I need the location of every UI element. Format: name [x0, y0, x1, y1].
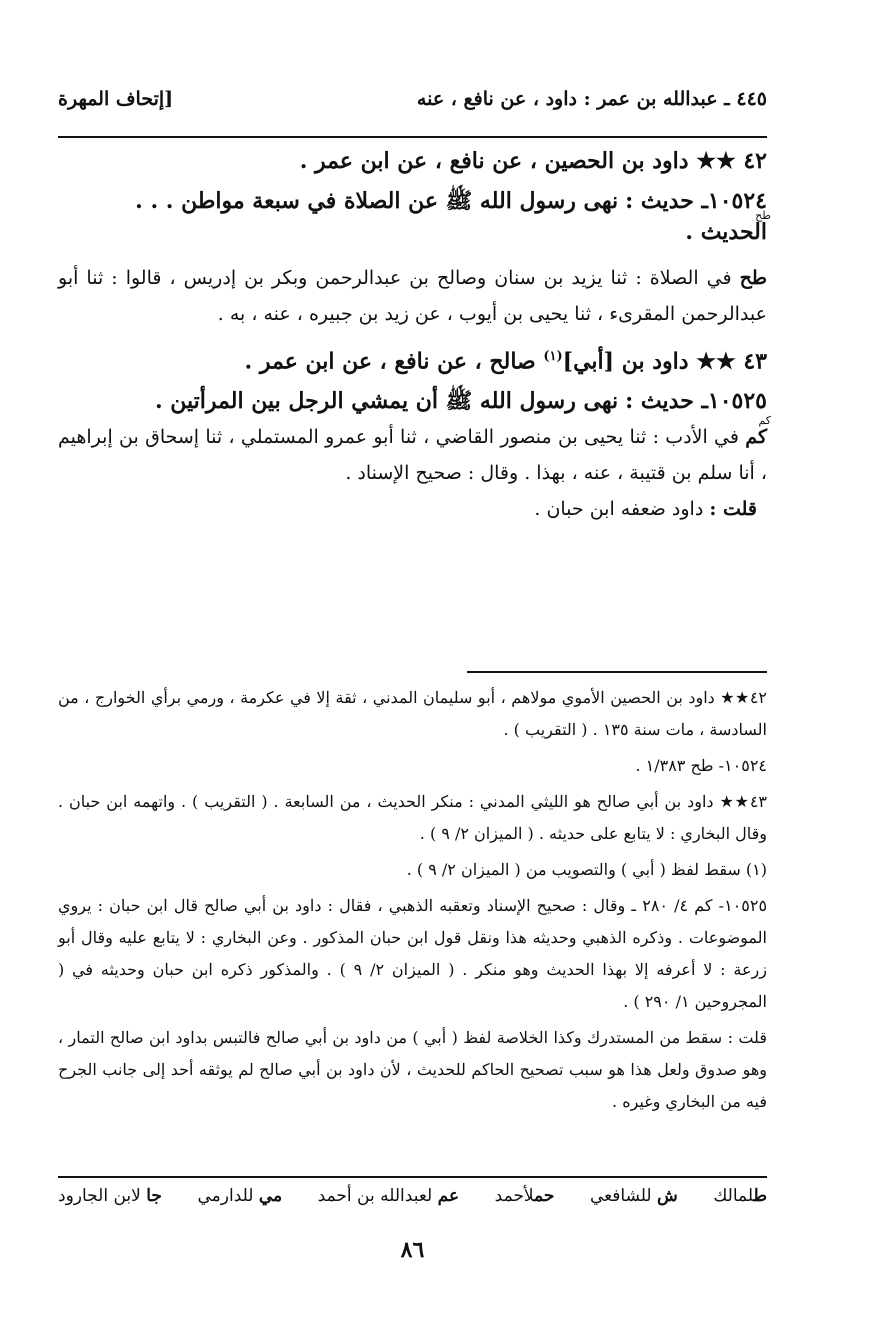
footnote: (١) سقط لفظ ( أبي ) والتصويب من ( الميزان ٢/ ٩ ) .: [406, 860, 767, 879]
abbreviation-name: لعبدالله بن أحمد: [317, 1186, 433, 1206]
entry-heading-pre: ٤٣ ★★ داود بن [أبي]: [562, 348, 767, 375]
source-code: كم: [745, 426, 767, 449]
abbreviation-item: [495, 1186, 555, 1206]
author-note: [58, 491, 767, 527]
entry-heading-post: صالح ، عن نافع ، عن ابن عمر .: [244, 348, 544, 375]
hadith-entry: [58, 386, 767, 417]
footnote: ٤٢★★ داود بن الحصين الأموي مولاهم ، أبو سليمان المدني ، ثقة إلا في عكرمة ، ورمي برأي الخوارج ، من السادسة ، مات سنة ١٣٥ . ( التقريب ) .: [58, 688, 767, 739]
abbreviation-code: عم: [437, 1186, 460, 1206]
abbreviation-name: لمالك: [713, 1186, 754, 1206]
footnote: ١٠٥٢٤- طح ١/٣٨٣ .: [635, 756, 767, 775]
abbreviation-code: جا: [146, 1186, 162, 1206]
hadith-text: نهى رسول الله ﷺ عن الصلاة في سبعة مواطن . . .: [135, 188, 619, 214]
source-code-superscript: كم: [758, 414, 771, 428]
footnote: ٤٣★★ داود بن أبي صالح هو الليثي المدني : منكر الحديث ، من السابعة . ( التقريب ) . واتهمه ابن حبان . وقال البخاري : لا يتابع على حديثه . ( الميزان ٢/ ٩ ) .: [58, 792, 767, 843]
source-code: طح: [739, 267, 768, 289]
abbreviation-code: ش: [657, 1186, 678, 1206]
footnotes: [58, 682, 767, 1122]
hadith-text-continued: الحديث .: [685, 219, 767, 245]
abbreviation-name: لابن الجارود: [58, 1186, 141, 1206]
main-text: [58, 146, 771, 527]
entry-heading: ٤٢ ★★ داود بن الحصين ، عن نافع ، عن ابن عمر .: [299, 148, 767, 174]
footnote-ref: (١): [543, 349, 563, 364]
header-divider: [58, 136, 767, 138]
header-chapter-title: ٤٤٥ ـ عبدالله بن عمر : داود ، عن نافع ، عنه: [416, 88, 767, 110]
hadith-label: ـ حديث :: [625, 188, 708, 214]
abbreviation-name: للدارمي: [197, 1186, 254, 1206]
hadith-number: ١٠٥٢٥: [707, 388, 767, 415]
isnad-text: في الصلاة : ثنا يزيد بن سنان وصالح بن عبدالرحمن وبكر بن إدريس ، قالوا : ثنا أبو عبدالرحمن المقرىء ، ثنا يحيى بن أيوب ، عن زيد بن جبيره ، عنه ، به .: [58, 267, 767, 325]
abbreviation-name: للشافعي: [589, 1186, 652, 1206]
footnote: قلت : سقط من المستدرك وكذا الخلاصة لفظ ( أبي ) من داود بن أبي صالح فالتبس بداود ابن صالح التمار ، وهو صدوق ولعل هذا هو سبب تصحيح الحاكم للحديث ، لأن داود بن أبي صالح لم يوثقه أحد إلى جانب الجرح فيه من البخاري وغيره .: [58, 1028, 767, 1111]
abbreviations-divider: [58, 1176, 767, 1178]
hadith-text: نهى رسول الله ﷺ أن يمشي الرجل بين المرأتين .: [154, 388, 619, 415]
abbreviation-name: لأحمد: [494, 1186, 535, 1206]
author-note-label: قلت :: [709, 498, 757, 521]
isnad-paragraph: [58, 414, 771, 491]
footnote: ١٠٥٢٥- كم ٤/ ٢٨٠ ـ وقال : صحيح الإسناد وتعقبه الذهبي ، فقال : داود بن أبي صالح قال ابن حبان : يروي الموضوعات . وذكره الذهبي وحديثه هذا ونقل قول ابن حبان المذكور . وعن البخاري : لا يتابع عليه وقال أبو زرعة : لا أعرفه إلا بهذا الحديث وهو منكر . ( الميزان ٢/ ٩ ) . والمذكور ذكره ابن حبان وحديثه في ( المجروحين ١/ ٢٩٠ ) .: [58, 896, 768, 1011]
footnote-divider: [467, 671, 767, 673]
header-book-title: [إتحاف المهرة: [58, 88, 174, 110]
abbreviation-item: [318, 1186, 459, 1206]
source-code-superscript: طح: [755, 209, 771, 222]
isnad-text: في الأدب : ثنا يحيى بن منصور القاضي ، ثنا أبو عمرو المستملي ، ثنا إسحاق بن إبراهيم ، أنا سلم بن قتيبة ، عنه ، بهذا . وقال : صحيح الإسناد .: [58, 426, 767, 485]
hadith-label: ـ حديث :: [625, 388, 708, 415]
page-number: ٨٦: [400, 1237, 425, 1263]
hadith-number: ١٠٥٢٤: [707, 188, 767, 214]
abbreviation-item: [713, 1186, 767, 1206]
entry-heading: [58, 342, 767, 376]
book-page: [58, 0, 771, 1333]
abbreviation-code: ط: [753, 1186, 767, 1206]
hadith-entry: [58, 186, 771, 248]
abbreviation-code: مي: [258, 1186, 283, 1206]
abbreviation-item: [197, 1186, 282, 1206]
abbreviations-legend: [58, 1186, 767, 1206]
isnad-paragraph: [58, 260, 767, 332]
abbreviation-item: [590, 1186, 678, 1206]
abbreviation-code: حم: [534, 1186, 555, 1206]
author-note-text: داود ضعفه ابن حبان .: [534, 498, 704, 521]
abbreviation-item: [58, 1186, 162, 1206]
running-header: [58, 88, 767, 118]
